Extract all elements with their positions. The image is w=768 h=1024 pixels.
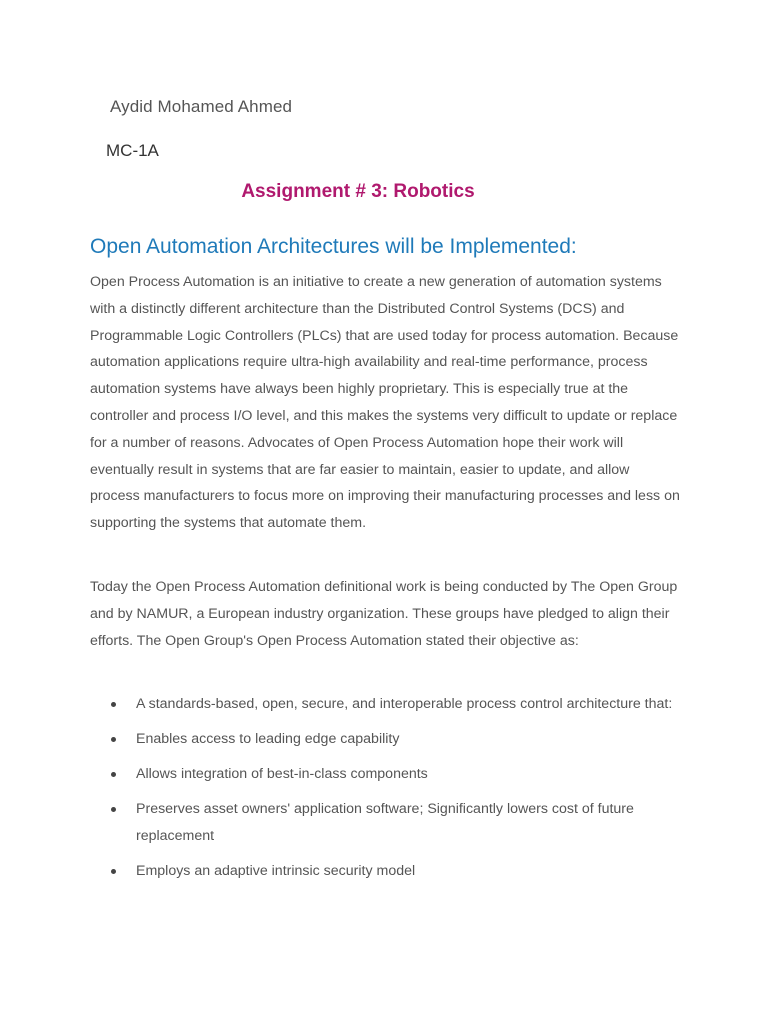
bullet-icon [111, 702, 116, 707]
section-heading: Open Automation Architectures will be Implemented: [90, 235, 577, 258]
bullet-icon [111, 869, 116, 874]
body-paragraph-1: Open Process Automation is an initiative to create a new generation of automation systems with a distinctly different architecture than the Distributed Control Systems (DCS) and Programmable Logic Controllers (PLCs) that are used today for process automation. Because automation applications require ultra-high availability and real-time performance, process automation systems have always been highly proprietary. This is especially true at the controller and process I/O level, and this makes the systems very difficult to update or replace for a number of reasons. Advocates of Open Process Automation hope their work will eventually result in systems that are far easier to maintain, easier to update, and allow process manufacturers to focus more on improving their manufacturing processes and less on supporting the systems that automate them. [90, 274, 680, 532]
list-item [90, 858, 680, 885]
bullet-icon [111, 772, 116, 777]
class-code: MC-1A [106, 141, 159, 160]
list-item [90, 691, 680, 718]
assignment-title: Assignment # 3: Robotics [241, 181, 475, 202]
bullet-icon [111, 737, 116, 742]
author-name: Aydid Mohamed Ahmed [110, 97, 293, 116]
objective-list [90, 691, 680, 893]
list-item-text: Enables access to leading edge capability [136, 731, 400, 747]
list-item-text: Preserves asset owners' application software; Significantly lowers cost of future replacement [136, 801, 634, 844]
list-item [90, 796, 680, 850]
list-item [90, 761, 680, 788]
body-paragraph-2: Today the Open Process Automation definitional work is being conducted by The Open Group and by NAMUR, a European industry organization. These groups have pledged to align their efforts. The Open Group's Open Process Automation stated their objective as: [90, 579, 678, 649]
list-item-text: A standards-based, open, secure, and interoperable process control architecture that: [136, 696, 673, 712]
list-item [90, 726, 680, 753]
list-item-text: Employs an adaptive intrinsic security model [136, 863, 416, 879]
bullet-icon [111, 807, 116, 812]
list-item-text: Allows integration of best-in-class components [136, 766, 428, 782]
